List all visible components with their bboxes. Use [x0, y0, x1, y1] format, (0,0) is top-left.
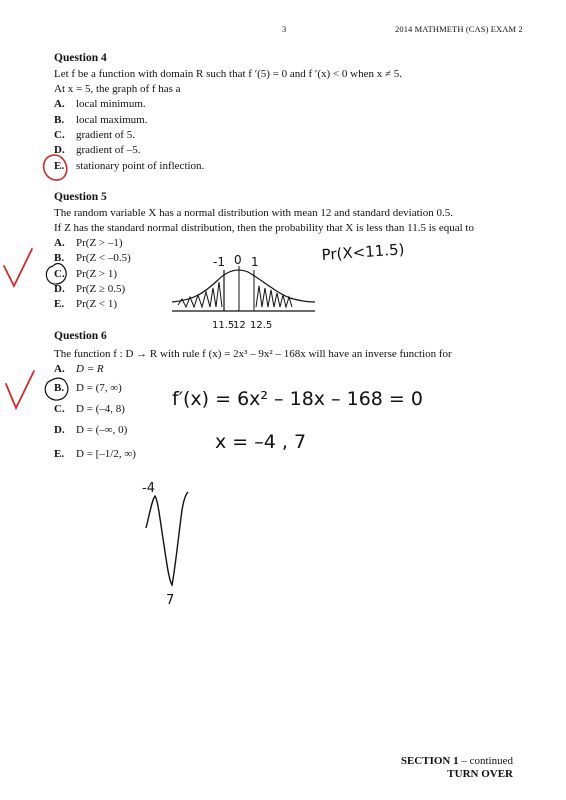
q6-option-a-letter[interactable]: A. [54, 363, 65, 375]
q6-option-d-letter[interactable]: D. [54, 424, 65, 436]
q6-answer-circle [45, 378, 68, 400]
footer-continued: – continued [461, 755, 513, 767]
q6-option-c-letter[interactable]: C. [54, 403, 65, 415]
q4-option-e-text[interactable]: stationary point of inflection. [76, 160, 205, 172]
page-number: 3 [282, 24, 287, 34]
q4-option-c-text[interactable]: gradient of 5. [76, 129, 135, 141]
q6-option-e-letter[interactable]: E. [54, 448, 65, 460]
q6-roots-working: x = –4 , 7 [215, 431, 307, 453]
q6-graph-sketch [142, 481, 188, 608]
q5-option-c-letter[interactable]: C. [54, 268, 65, 280]
bell-label-0: 0 [234, 253, 242, 267]
question-4-stem-line2: At x = 5, the graph of f has a [54, 83, 181, 95]
question-5-stem-line2: If Z has the standard normal distribution, then the probability that X is less than 11.5 is equal to [54, 222, 474, 234]
q6-option-e-text[interactable]: D = [–1/2, ∞) [76, 448, 136, 460]
bell-curve-sketch [172, 253, 315, 331]
exam-title: 2014 MATHMETH (CAS) EXAM 2 [395, 24, 523, 34]
q4-option-e-letter[interactable]: E. [54, 160, 65, 172]
q6-tick-mark [6, 371, 34, 408]
question-5-title: Question 5 [54, 191, 107, 203]
q6-option-a-text[interactable]: D = R [76, 363, 104, 375]
question-6-title: Question 6 [54, 330, 107, 342]
q6-option-b-text[interactable]: D = (7, ∞) [76, 382, 122, 394]
q4-answer-circle [44, 155, 67, 180]
sketch-label-minus4: -4 [142, 481, 155, 496]
q6-derivative-working: f′(x) = 6x² – 18x – 168 = 0 [172, 388, 423, 410]
q5-option-e-text[interactable]: Pr(Z < 1) [76, 298, 118, 310]
q6-option-c-text[interactable]: D = (–4, 8) [76, 403, 125, 415]
q4-option-b-letter[interactable]: B. [54, 114, 65, 126]
q5-option-d-text[interactable]: Pr(Z ≥ 0.5) [76, 283, 126, 295]
q5-option-d-letter[interactable]: D. [54, 283, 65, 295]
footer-section [401, 755, 513, 767]
q5-option-a-text[interactable]: Pr(Z > –1) [76, 237, 123, 249]
footer-turn-over: TURN OVER [447, 768, 513, 780]
q4-option-a-letter[interactable]: A. [54, 98, 65, 110]
question-5-stem-line1: The random variable X has a normal distribution with mean 12 and standard deviation 0.5. [54, 207, 453, 219]
bell-label-1: 1 [251, 255, 259, 269]
q4-option-d-letter[interactable]: D. [54, 144, 65, 156]
bell-label-11-5: 11.5 [212, 320, 235, 331]
sketch-label-7: 7 [166, 593, 175, 608]
q6-option-b-letter[interactable]: B. [54, 382, 65, 394]
q5-answer-circle [46, 263, 66, 284]
q5-tick-mark [4, 249, 32, 286]
q5-option-e-letter[interactable]: E. [54, 298, 65, 310]
bell-label-12-5: 12.5 [250, 320, 273, 331]
q5-handwritten-note: Pr(X<11.5) [321, 240, 405, 264]
q5-option-b-letter[interactable]: B. [54, 252, 65, 264]
q5-option-c-text[interactable]: Pr(Z > 1) [76, 268, 118, 280]
q4-option-b-text[interactable]: local maximum. [76, 114, 148, 126]
q5-option-b-text[interactable]: Pr(Z < –0.5) [76, 252, 131, 264]
bell-label-minus1: -1 [213, 255, 225, 269]
q5-option-a-letter[interactable]: A. [54, 237, 65, 249]
bell-label-12: 12 [233, 320, 246, 331]
q4-option-c-letter[interactable]: C. [54, 129, 65, 141]
footer-section-label: SECTION 1 [400, 755, 459, 767]
question-4-stem-line1: Let f be a function with domain R such that f ′(5) = 0 and f ′(x) < 0 when x ≠ 5. [54, 68, 402, 80]
q4-option-a-text[interactable]: local minimum. [76, 98, 146, 110]
question-4-title: Question 4 [54, 52, 107, 64]
q6-option-d-text[interactable]: D = (–∞, 0) [76, 424, 128, 436]
question-6-stem-line1: The function f : D → R with rule f (x) = 2x³ – 9x² – 168x will have an inverse function for [54, 348, 452, 360]
q4-option-d-text[interactable]: gradient of –5. [76, 144, 141, 156]
